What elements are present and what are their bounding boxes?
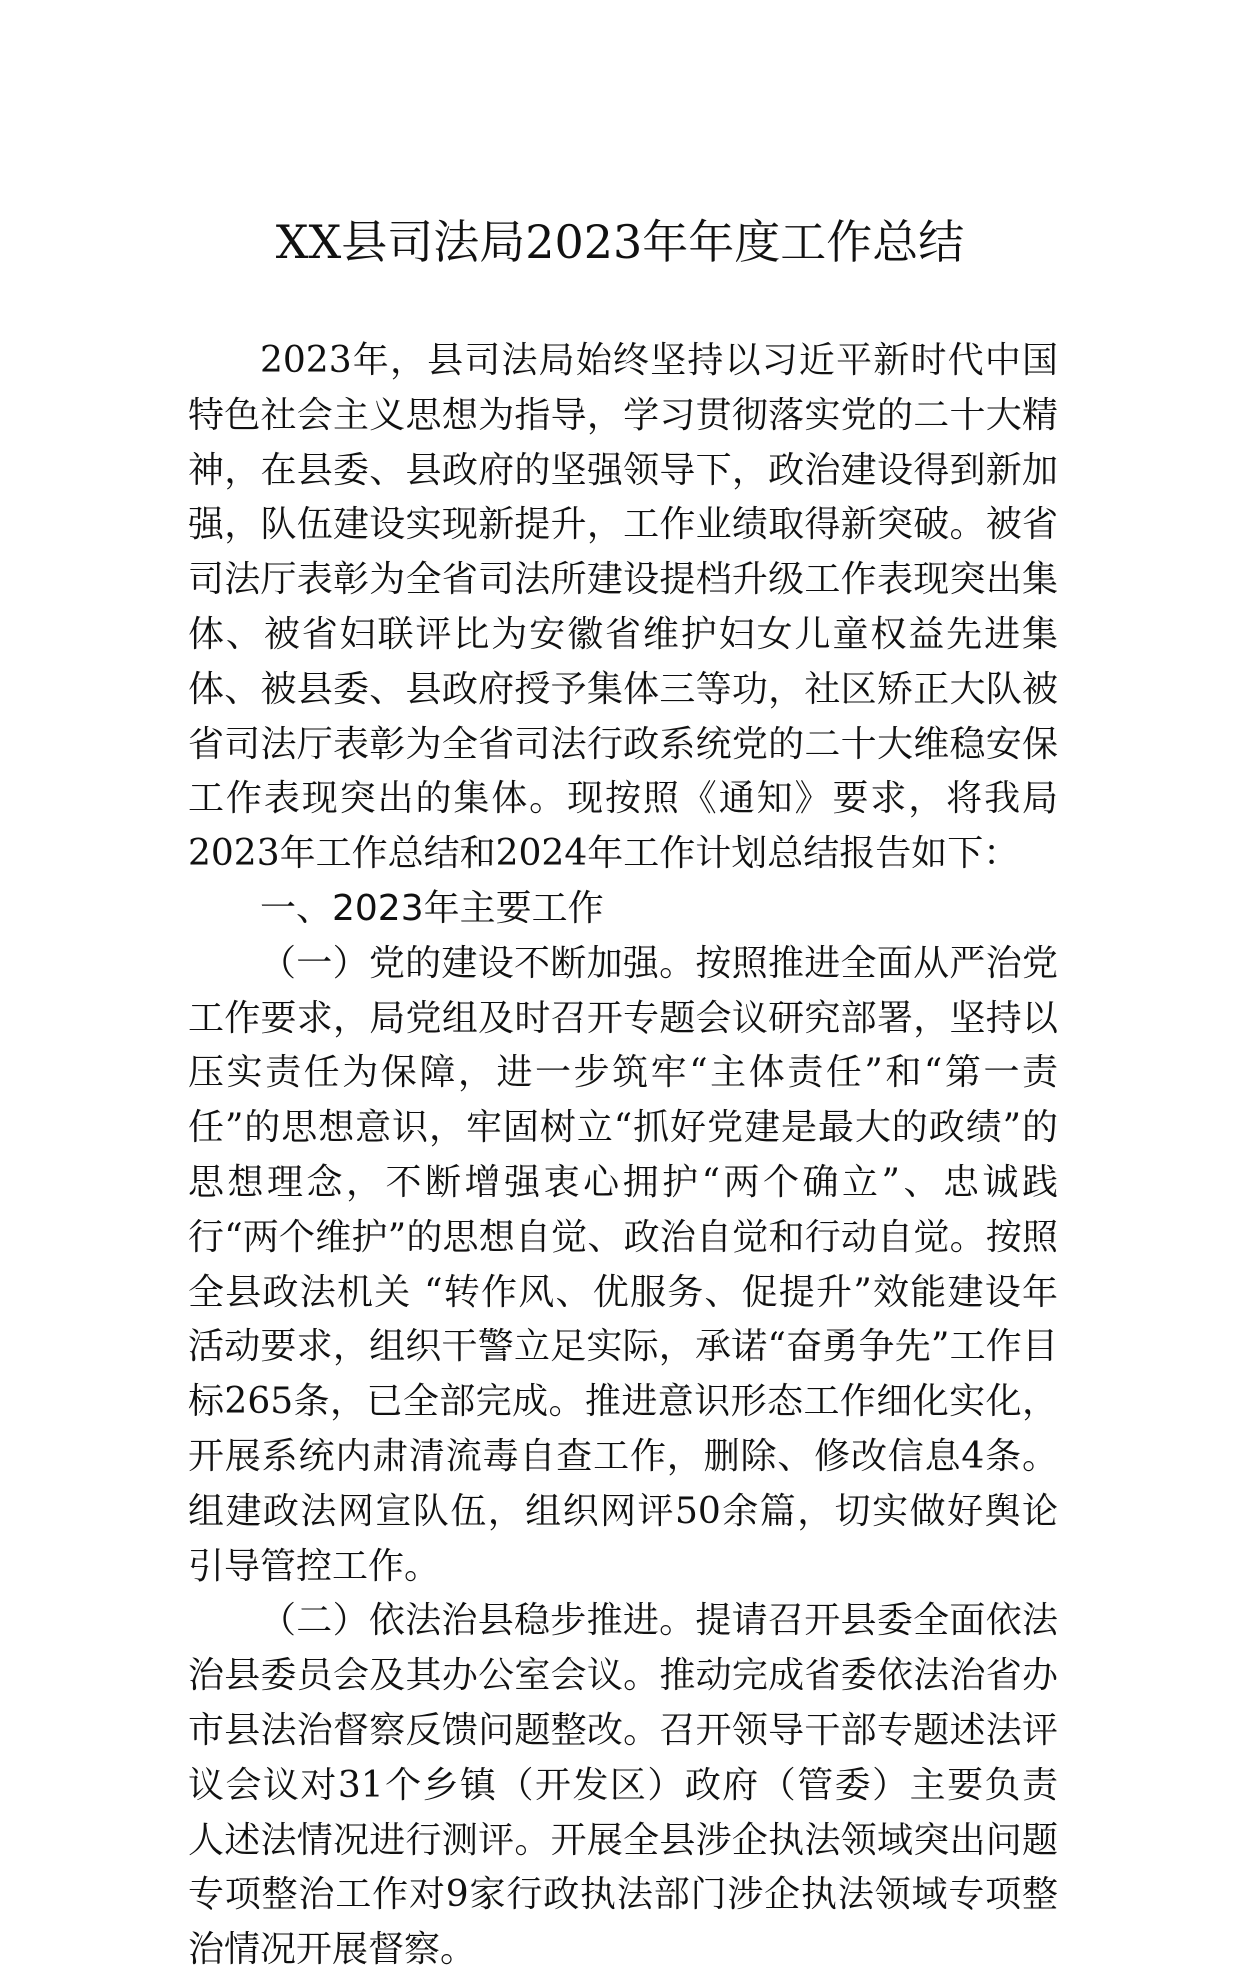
document-body — [188, 334, 1058, 1978]
paragraph-rule-of-law: （二）依法治县稳步推进。提请召开县委全面依法治县委员会及其办公室会议。推动完成省委依法治省办市县法治督察反馈问题整改。召开领导干部专题述法评议会议对31个乡镇（开发区）政府（管委）主要负责人述法情况进行测评。开展全县涉企执法领域突出问题专项整治工作对9家行政执法部门涉企执法领域专项整治情况开展督察。 — [188, 1600, 1058, 1971]
section-heading-main-work: 一、2023年主要工作 — [260, 887, 604, 929]
paragraph-party-building: （一）党的建设不断加强。按照推进全面从严治党工作要求，局党组及时召开专题会议研究部署，坚持以压实责任为保障，进一步筑牢“主体责任”和“第一责任”的思想意识，牢固树立“抓好党建是最大的政绩”的思想理念，不断增强衷心拥护“两个确立”、忠诚践行“两个维护”的思想自觉、政治自觉和行动自觉。按照全县政法机关 “转作风、优服务、促提升”效能建设年活动要求，组织干警立足实际，承诺“奋勇争先”工作目标265条，已全部完成。推进意识形态工作细化实化，开展系统内肃清流毒自查工作，删除、修改信息4条。组建政法网宣队伍，组织网评50余篇，切实做好舆论引导管控工作。 — [188, 942, 1058, 1587]
intro-paragraph: 2023年，县司法局始终坚持以习近平新时代中国特色社会主义思想为指导，学习贯彻落实党的二十大精神，在县委、县政府的坚强领导下，政治建设得到新加强，队伍建设实现新提升，工作业绩取得新突破。被省司法厅表彰为全省司法所建设提档升级工作表现突出集体、被省妇联评比为安徽省维护妇女儿童权益先进集体、被县委、县政府授予集体三等功，社区矫正大队被省司法厅表彰为全省司法行政系统党的二十大维稳安保工作表现突出的集体。现按照《通知》要求，将我局2023年工作总结和2024年工作计划总结报告如下： — [188, 340, 1058, 875]
document-title: XX县司法局2023年年度工作总结 — [275, 215, 965, 269]
